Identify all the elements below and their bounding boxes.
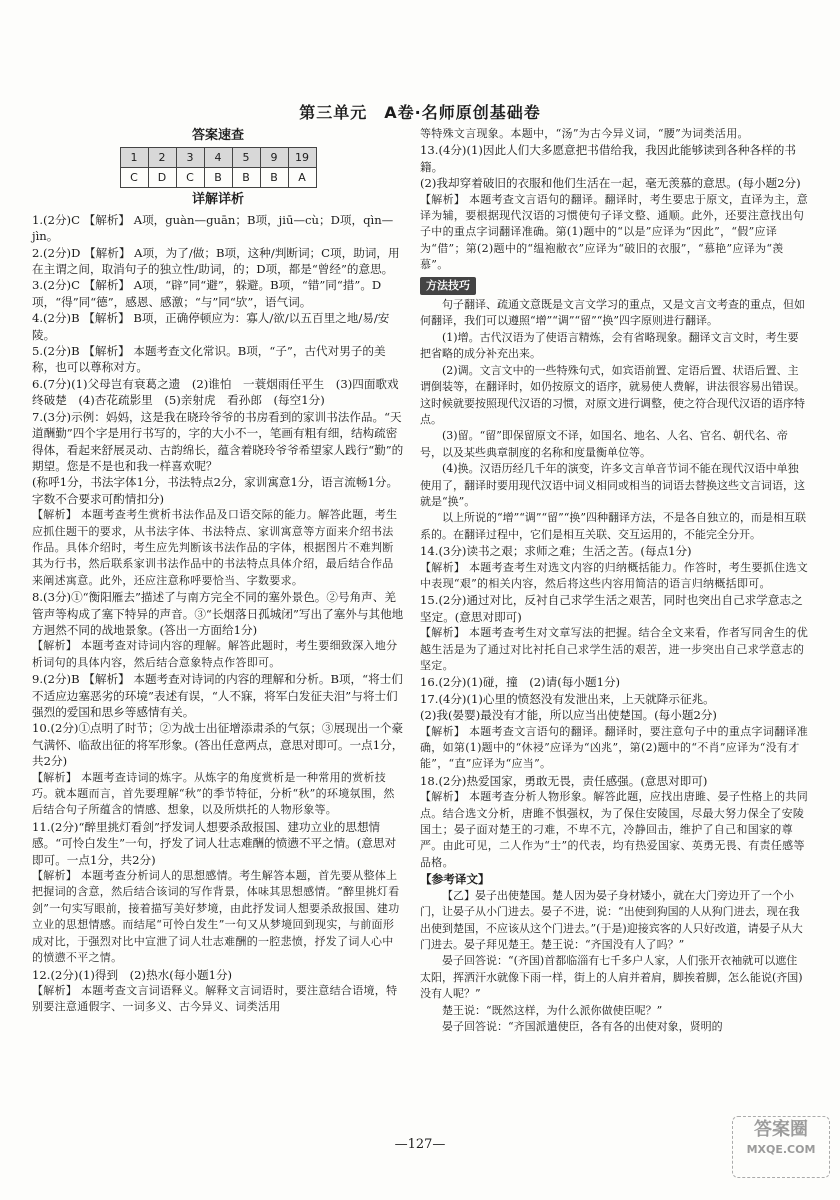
answer-item: 7.(3分)示例：妈妈，这是我在晓玲爷爷的书房看到的家训书法作品。“天道酬勤”四个字是用行书写的，字的大小不一，笔画有粗有细，结构疏密得体，看起来舒展灵动、古韵绵长，蕴含着晓玲爷爷希望家人践行“勤”的期望。您是不是也和我一样喜欢呢？ xyxy=(32,409,404,473)
left-answer-list xyxy=(32,212,404,1016)
answer-item: 9.(2分)B 【解析】 本题考查对诗词的内容的理解和分析。B项，“将士们不适应边塞恶劣的环境”表述有误，“人不寐，将军白发征夫泪”与将士们强烈的爱国和思乡等感情有关。 xyxy=(32,672,403,719)
paragraph: 楚王说：“既然这样，为什么派你做使臣呢？” xyxy=(442,1003,663,1017)
right-answer-list xyxy=(420,126,808,1035)
watermark-logo xyxy=(732,1116,830,1178)
answer-item: (称呼1分，书法字体1分，书法特点2分，家训寓意1分，语言流畅1分。字数不合要求可酌情扣分) xyxy=(32,475,399,506)
answer-key-number: 19 xyxy=(288,148,316,168)
answer-item: 1.(2分)C 【解析】 A项，guàn—guān；B项，jiū—cù；D项，qìn—jìn。 xyxy=(32,212,394,244)
detail-heading: 详解详析 xyxy=(191,192,244,208)
answer-item: 12.(2分)(1)得到 (2)热水(每小题1分) xyxy=(32,967,233,982)
answer-item: 4.(2分)B 【解析】 B项，正确停顿应为：寡人/欲/以五百里之地/易/安陵。 xyxy=(32,311,390,342)
answer-item: 13.(4分)(1)因此人们大多愿意把书借给我，我因此能够读到各种各样的书籍。 xyxy=(420,143,796,174)
answer-item: 14.(3分)读书之艰；求师之难；生活之苦。(每点1分) xyxy=(420,544,692,559)
answer-key-answer: C xyxy=(120,168,148,188)
answer-key-number: 1 xyxy=(120,148,148,168)
watermark-url: MXQE.COM xyxy=(746,1143,816,1156)
answer-item: 5.(2分)B 【解析】 本题考查文化常识。B项，“子”，古代对男子的美称，也可以尊称对方。 xyxy=(32,344,386,375)
analysis-text: 【解析】 本题考查考生对文章写法的把握。结合全文来看，作者写同舍生的优越生活是为了通过对比衬托自己求学生活的艰苦，进一步突出自己求学意志的坚定。 xyxy=(420,626,808,672)
answer-key-number: 5 xyxy=(232,148,260,168)
answer-item: 10.(2分)①点明了时节；②为战士出征增添肃杀的气氛；③展现出一个豪气满怀、临敌出征的将军形象。(答出任意两点，意思对即可。一点1分，共2分) xyxy=(32,721,404,769)
analysis-text: 【解析】 本题考查分析人物形象。解答此题，应找出唐雎、晏子性格上的共同点。结合选文分析，唐雎不惧强权，为了保住安陵国，尽最大努力保全了安陵国土；晏子面对楚王的刁难，不卑不亢，冷静回击，维护了自己和国家的尊严。由此可见，二人作为“士”的代表，均有热爱国家、英勇无畏、有责任感等品格。 xyxy=(420,790,808,869)
answer-item: (2)我却穿着破旧的衣服和他们生活在一起，毫无羡慕的意思。(每小题2分) xyxy=(420,176,801,191)
paragraph: (2)调。文言文中的一些特殊句式，如宾语前置、定语后置、状语后置、主谓倒装等，在翻译时，如仍按原文的语序，就易使人费解，讲法很容易出错误。这时候就要按照现代汉语的习惯，对原文进行调整，使之符合现代汉语的语序特点。 xyxy=(420,363,805,426)
watermark-text: 答案圈 xyxy=(754,1119,808,1140)
answer-key-answers-row xyxy=(120,168,316,188)
paragraph: (1)增。古代汉语为了使语言精炼，会有省略现象。翻译文言文时，考生要把省略的成分补充出来。 xyxy=(420,330,799,361)
paragraph: 晏子回答说：“(齐国)首都临淄有七千多户人家，人们张开衣袖就可以遮住太阳，挥洒汗水就像下雨一样，街上的人肩并着肩，脚挨着脚，怎么能说(齐国)没有人呢？” xyxy=(420,954,803,1001)
answer-item: 8.(3分)①“衡阳雁去”描述了与南方完全不同的塞外景色。②号角声、羌管声等构成了塞下特异的声音。③“长烟落日孤城闭”写出了塞外与其他地方迥然不同的战地景象。(答出一方面给1分) xyxy=(32,590,404,637)
answer-key-answer: D xyxy=(148,168,176,188)
answer-key-numbers-row xyxy=(120,148,316,168)
method-tip-badge: 方法技巧 xyxy=(420,277,476,295)
answer-key-number: 2 xyxy=(148,148,176,168)
page-number: —127— xyxy=(394,1137,446,1152)
answer-key-number: 4 xyxy=(204,148,232,168)
answer-item: 11.(2分)“醉里挑灯看剑”抒发词人想要杀敌报国、建功立业的思想情感。“可怜白发生”一句，抒发了词人壮志难酬的愤懑不平之情。(意思对即可。一点1分，共2分) xyxy=(32,819,397,867)
analysis-text: 【解析】 本题考查文言语句的翻译。翻译时，要注意句子中的重点字词翻译准确，如第(1)题中的“休祲”应译为“凶兆”，第(2)题中的“不肖”应译为“没有才能”，“直”应译为“应当”。 xyxy=(420,724,808,771)
reference-translation-heading: 【参考译文】 xyxy=(420,872,490,887)
paragraph: 晏子回答说：“齐国派遣使臣，各有各的出使对象，贤明的 xyxy=(442,1019,723,1033)
analysis-text: 【解析】 本题考查考生赏析书法作品及口语交际的能力。解答此题，考生应抓住题干的要求，从书法字体、书法特点、家训寓意等方面来介绍书法作品。具体介绍时，考生应先判断该书法作品的字体，根据图片不难判断其为行书，然后联系家训书法作品中的书法特点具体介绍，最后结合作品来阐述寓意。此外，还应注意称呼要恰当、字数要求。 xyxy=(32,508,398,587)
answer-item: (2)我(晏婴)最没有才能，所以应当出使楚国。(每小题2分) xyxy=(420,708,717,723)
answer-key-table xyxy=(120,147,317,188)
answer-item: 16.(2分)(1)碰，撞 (2)请(每小题1分) xyxy=(420,675,621,690)
answer-item: 6.(7分)(1)父母岂有衰葛之遗 (2)谁怕 一蓑烟雨任平生 (3)四面歌戏终破楚 (4)杏花疏影里 (5)亲射虎 看孙郎 (每空1分) xyxy=(32,376,399,408)
answer-item: 15.(2分)通过对比，反衬自己求学生活之艰苦，同时也突出自己求学意志之坚定。(意思对即可) xyxy=(420,593,803,624)
answer-key-heading: 答案速查 xyxy=(191,128,244,143)
paragraph: 【乙】晏子出使楚国。楚人因为晏子身材矮小，就在大门旁边开了一个小门，让晏子从小门进去。晏子不进，说：“出使到狗国的人从狗门进去，现在我出使到楚国，不应该从这个门进去。”(于是)迎接宾客的人只好改道，请晏子从大门进去。晏子拜见楚王。楚王说：“齐国没有人了吗？” xyxy=(420,888,803,951)
paragraph: 以上所说的“增”“调”“留”“换”四种翻译方法，不是各自独立的，而是相互联系的。在翻译过程中，它们是相互关联、交互运用的，不能完全分开。 xyxy=(420,511,806,541)
right-column xyxy=(420,126,808,1035)
answer-key-answer: A xyxy=(288,168,316,188)
analysis-text: 等特殊文言现象。本题中，“汤”为古今异义词，“腰”为词类活用。 xyxy=(420,127,749,140)
analysis-text: 【解析】 本题考查文言语句的翻译。翻译时，考生要忠于原文，直译为主，意译为辅，要根据现代汉语的习惯使句子译文整、通顺。此外，还要注意找出句子中的重点字词翻译准确。第(1)题中的“以是”应译为“因此”，“假”应译为“借”；第(2)题中的“缊袍敝衣”应译为“破旧的衣服”，“慕艳”应译为“羡慕”。 xyxy=(420,192,808,272)
answer-key-number: 9 xyxy=(260,148,288,168)
analysis-text: 【解析】 本题考查对诗词内容的理解。解答此题时，考生要细致深入地分析词句的具体内容，然后结合意象特点作答即可。 xyxy=(32,639,398,669)
answer-item: 2.(2分)D 【解析】 A项，为了/做；B项，这种/判断词；C项，助词，用在主谓之间，取消句子的独立性/助词，的；D项，都是“曾经”的意思。 xyxy=(32,245,400,277)
answer-key-answer: C xyxy=(176,168,204,188)
paragraph: (3)留。“留”即保留原文不译，如国名、地名、人名、官名、朝代名、帝号，以及某些典章制度的名称和度量衡单位等。 xyxy=(420,429,788,459)
answer-item: 3.(2分)C 【解析】 A项，“辟”同“避”，躲避。B项，“错”同“措”。D项，“得”同“德”，感恩、感激；“与”同“欤”，语气词。 xyxy=(32,278,382,309)
paragraph: 句子翻译、疏通文意既是文言文学习的重点，又是文言文考查的重点，但如何翻译，我们可以遵照“增”“调”“留”“换”四字原则进行翻译。 xyxy=(420,298,805,328)
left-column xyxy=(32,126,404,1016)
answer-item: 17.(4分)(1)心里的愤怒没有发泄出来，上天就降示征兆。 xyxy=(420,691,715,706)
analysis-text: 【解析】 本题考查诗词的炼字。从炼字的角度赏析是一种常用的赏析技巧。就本题而言，首先要理解“秋”的季节特征，分析“秋”的环境氛围，然后结合句子所蕴含的情感、想象，以及所烘托的人物形象等。 xyxy=(32,770,395,817)
answer-key-answer: B xyxy=(260,168,288,188)
answer-item: 18.(2分)热爱国家，勇敢无畏，责任感强。(意思对即可) xyxy=(420,773,708,788)
page-title: 第三单元 A卷·名师原创基础卷 xyxy=(299,103,541,122)
analysis-text: 【解析】 本题考查文言词语释义。解释文言词语时，要注意结合语境，特别要注意通假字、一词多义、古今异义、词类活用 xyxy=(32,983,398,1014)
answer-key-answer: B xyxy=(232,168,260,188)
answer-key-answer: B xyxy=(204,168,232,188)
answer-key-number: 3 xyxy=(176,148,204,168)
analysis-text: 【解析】 本题考查考生对选文内容的归纳概括能力。作答时，考生要抓住选文中表现“艰”的相关内容，然后将这些内容用简洁的语言归纳概括即可。 xyxy=(420,560,808,590)
analysis-text: 【解析】 本题考查分析词人的思想感情。考生解答本题，首先要从整体上把握词的含意，然后结合该词的写作背景，体味其思想感情。“醉里挑灯看剑”一句实写眼前，接着描写美好梦境，由此抒发词人想要杀敌报国、建功立业的思想情感。而结尾“可怜白发生”一句又从梦境回到现实，与前面形成对比，于强烈对比中宣泄了词人壮志难酬的一腔悲愤，抒发了词人心中的愤懑不平之情。 xyxy=(32,869,400,965)
paragraph: (4)换。汉语历经几千年的演变，许多文言单音节词不能在现代汉语中单独使用了，翻译时要用现代汉语中词义相同或相当的词语去替换这些文言词语，这就是“换”。 xyxy=(420,462,805,508)
